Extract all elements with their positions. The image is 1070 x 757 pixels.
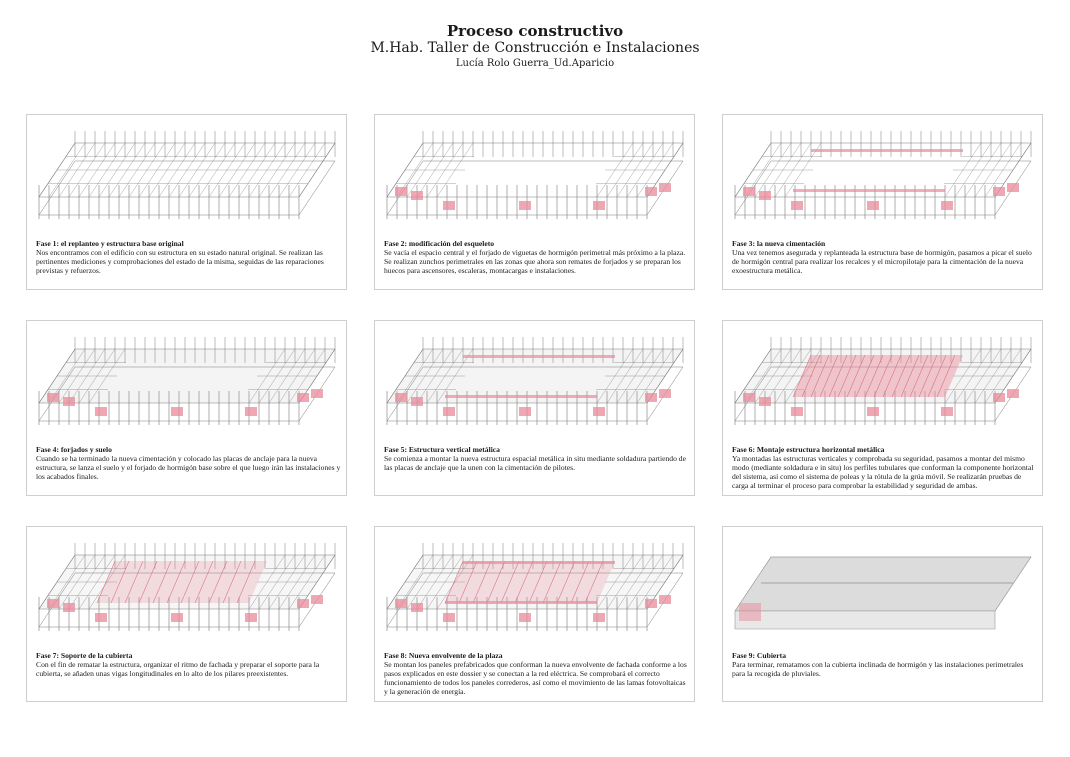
phase-9-title: Fase 9: Cubierta bbox=[732, 651, 786, 660]
structure-frame bbox=[387, 131, 683, 219]
phase-3-title: Fase 3: la nueva cimentación bbox=[732, 239, 826, 248]
phase-9-text: Para terminar, rematamos con la cubierta inclinada de hormigón y las instalaciones perimetrales para la recogida de pluviales. bbox=[732, 660, 1024, 678]
foundation-block bbox=[395, 393, 407, 402]
foundation-block bbox=[297, 393, 309, 402]
foundation-block bbox=[659, 595, 671, 604]
foundation-block bbox=[63, 603, 75, 612]
foundation-block bbox=[791, 201, 803, 210]
lower-slab-outline bbox=[387, 161, 683, 215]
roof-slab bbox=[735, 557, 1031, 611]
phase-6-title: Fase 6: Montaje estructura horizontal metálica bbox=[732, 445, 885, 454]
foundation-block bbox=[867, 201, 879, 210]
steel-beam bbox=[445, 395, 597, 398]
phase-panel-1 bbox=[26, 114, 347, 290]
phase-7-svg bbox=[35, 537, 339, 647]
phase-2-caption bbox=[384, 239, 689, 275]
steel-beam bbox=[463, 355, 615, 358]
phase-1-title: Fase 1: el replanteo y estructura base original bbox=[36, 239, 184, 248]
foundation-block bbox=[245, 613, 257, 622]
phase-6-axonometric-drawing bbox=[731, 331, 1035, 441]
phase-3-text: Una vez tenemos asegurada y replanteada la estructura base de hormigón, pasamos a picar el suelo de hormigón central para realizar los recalces y el micropilotaje para la cimentación de la nueva exoestructura metálica. bbox=[732, 248, 1032, 275]
foundation-block bbox=[659, 183, 671, 192]
phase-7-title: Fase 7: Soporte de la cubierta bbox=[36, 651, 133, 660]
phase-5-text: Se comienza a montar la nueva estructura espacial metálica in situ mediante soldadura partiendo de las placas de anclaje que la unen con la cimentación de pilotes. bbox=[384, 454, 686, 472]
foundation-block bbox=[941, 201, 953, 210]
phase-7-text: Con el fin de rematar la estructura, organizar el ritmo de fachada y preparar el soporte para la cubierta, se añaden unas vigas longitudinales en lo alto de los pilares preexistentes. bbox=[36, 660, 320, 678]
phase-4-caption bbox=[36, 445, 341, 481]
foundation-block bbox=[867, 407, 879, 416]
foundation-block bbox=[63, 397, 75, 406]
foundation-block bbox=[519, 407, 531, 416]
phase-1-caption bbox=[36, 239, 341, 275]
phase-panel-7 bbox=[26, 526, 347, 702]
phase-6-text: Ya montadas las estructuras verticales y comprobada su seguridad, pasamos a montar del mismo modo (mediante soldadura e in situ) los perfiles tubulares que conforman la componente horizontal del sistema, así como el sistema de poleas y la rótula de la grúa móvil. Se realizarán pruebas de carga al terminar el proceso para comprobar la estabilidad y seguridad de ambas. bbox=[732, 454, 1034, 490]
steel-mesh bbox=[793, 355, 963, 397]
phase-2-text: Se vacía el espacio central y el forjado de viguetas de hormigón perimetral más próximo a la plaza. Se realizan zunchos perimetrales en las zonas que ahora son remates de forjados y se preparan los huecos para ascensores, escaleras, montacargas e instalaciones. bbox=[384, 248, 686, 275]
foundation-block bbox=[411, 191, 423, 200]
steel-structure bbox=[445, 561, 615, 603]
facade bbox=[735, 611, 995, 629]
phase-3-svg bbox=[731, 125, 1035, 235]
phase-5-title: Fase 5: Estructura vertical metálica bbox=[384, 445, 500, 454]
steel-beam bbox=[793, 189, 945, 192]
phase-panel-9 bbox=[722, 526, 1043, 702]
foundation-block bbox=[1007, 183, 1019, 192]
page-title: Proceso constructivo bbox=[446, 22, 624, 40]
phase-5-axonometric-drawing bbox=[383, 331, 687, 441]
phase-8-axonometric-drawing bbox=[383, 537, 687, 647]
phase-panel-4 bbox=[26, 320, 347, 496]
foundation-block bbox=[993, 187, 1005, 196]
foundation-block bbox=[659, 389, 671, 398]
foundation-block bbox=[47, 393, 59, 402]
phase-panel-3 bbox=[722, 114, 1043, 290]
foundation-block bbox=[95, 407, 107, 416]
phase-panel-5 bbox=[374, 320, 695, 496]
foundation-block bbox=[739, 603, 761, 621]
foundation-block bbox=[993, 393, 1005, 402]
foundation-block bbox=[645, 187, 657, 196]
page-subtitle: M.Hab. Taller de Construcción e Instalaciones bbox=[370, 40, 700, 56]
foundation-block bbox=[645, 393, 657, 402]
foundation-block bbox=[593, 201, 605, 210]
phase-5-svg bbox=[383, 331, 687, 441]
page-header bbox=[0, 22, 1070, 71]
foundation-block bbox=[411, 603, 423, 612]
foundation-block bbox=[297, 599, 309, 608]
phase-panel-8 bbox=[374, 526, 695, 702]
phase-4-text: Cuando se ha terminado la nueva cimentación y colocado las placas de anclaje para la nueva estructura, se lanza el suelo y el forjado de hormigón base sobre el que luego irán las instalaciones y los acabados finales. bbox=[36, 454, 341, 481]
foundation-block bbox=[395, 599, 407, 608]
foundation-block bbox=[519, 201, 531, 210]
phase-6-caption bbox=[732, 445, 1037, 490]
foundation-block bbox=[443, 613, 455, 622]
foundation-block bbox=[47, 599, 59, 608]
foundation-block bbox=[171, 613, 183, 622]
foundation-block bbox=[519, 613, 531, 622]
foundation-block bbox=[311, 389, 323, 398]
steel-beam bbox=[811, 149, 963, 152]
phase-8-text: Se montan los paneles prefabricados que conforman la nueva envolvente de fachada conforme a los pasos explicados en este dossier y se conectan a la red eléctrica. Se comprobará el correcto funcionamiento de todos los paneles correderos, así como el movimiento de las lamas fotovoltaicas y la generación de energía. bbox=[384, 660, 687, 696]
foundation-block bbox=[95, 613, 107, 622]
foundation-block bbox=[743, 393, 755, 402]
phase-1-axonometric-drawing bbox=[35, 125, 339, 235]
foundation-block bbox=[941, 407, 953, 416]
foundation-block bbox=[759, 397, 771, 406]
foundation-block bbox=[645, 599, 657, 608]
phase-6-svg bbox=[731, 331, 1035, 441]
phase-2-title: Fase 2: modificación del esqueleto bbox=[384, 239, 495, 248]
foundation-block bbox=[443, 201, 455, 210]
steel-structure bbox=[793, 355, 963, 397]
steel-beam bbox=[463, 561, 615, 564]
structure-frame bbox=[735, 131, 1031, 219]
structure-frame bbox=[39, 131, 335, 219]
lower-slab-outline bbox=[735, 161, 1031, 215]
phase-panel-6 bbox=[722, 320, 1043, 496]
phase-8-title: Fase 8: Nueva envolvente de la plaza bbox=[384, 651, 503, 660]
steel-structure bbox=[97, 561, 267, 603]
lower-slab-outline bbox=[39, 161, 335, 215]
phase-9-axonometric-drawing bbox=[731, 537, 1035, 647]
phase-8-caption bbox=[384, 651, 689, 696]
foundation-block bbox=[593, 613, 605, 622]
phase-7-caption bbox=[36, 651, 341, 678]
phase-9-caption bbox=[732, 651, 1037, 678]
phase-3-axonometric-drawing bbox=[731, 125, 1035, 235]
phase-9-svg bbox=[731, 537, 1035, 647]
structure-frame bbox=[39, 337, 335, 425]
phase-5-caption bbox=[384, 445, 689, 472]
phase-8-svg bbox=[383, 537, 687, 647]
phase-4-title: Fase 4: forjados y suelo bbox=[36, 445, 112, 454]
foundation-block bbox=[171, 407, 183, 416]
foundation-block bbox=[311, 595, 323, 604]
foundation-block bbox=[593, 407, 605, 416]
phase-1-svg bbox=[35, 125, 339, 235]
phase-7-axonometric-drawing bbox=[35, 537, 339, 647]
structure-frame bbox=[387, 337, 683, 425]
phase-2-axonometric-drawing bbox=[383, 125, 687, 235]
page-author: Lucía Rolo Guerra_Ud.Aparicio bbox=[455, 58, 615, 69]
foundation-block bbox=[759, 191, 771, 200]
foundation-block bbox=[443, 407, 455, 416]
phase-4-svg bbox=[35, 331, 339, 441]
phase-1-text: Nos encontramos con el edificio con su estructura en su estado natural original. Se realizan las pertinentes mediciones y comprobaciones del estado de la misma, seguidas de las reparaciones previstas y refuerzos. bbox=[36, 248, 324, 275]
foundation-block bbox=[411, 397, 423, 406]
phase-2-svg bbox=[383, 125, 687, 235]
phase-panel-2 bbox=[374, 114, 695, 290]
phase-4-axonometric-drawing bbox=[35, 331, 339, 441]
steel-beam bbox=[445, 601, 597, 604]
phase-3-caption bbox=[732, 239, 1037, 275]
foundation-block bbox=[245, 407, 257, 416]
foundation-block bbox=[743, 187, 755, 196]
foundation-block bbox=[1007, 389, 1019, 398]
foundation-block bbox=[395, 187, 407, 196]
foundation-block bbox=[791, 407, 803, 416]
